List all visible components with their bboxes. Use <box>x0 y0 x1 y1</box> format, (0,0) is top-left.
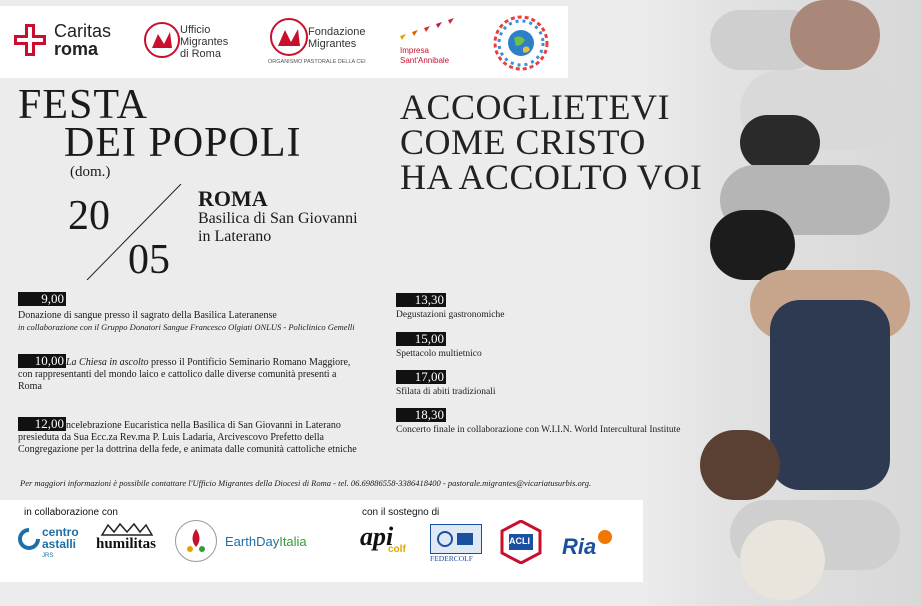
event-title <box>18 82 302 166</box>
event-text: Spettacolo multietnico <box>396 349 482 359</box>
api-colf-text: colf <box>388 544 406 555</box>
event-13-30 <box>396 291 504 321</box>
title-line2: DEI POPOLI <box>64 120 302 166</box>
event-text: ncelebrazione Eucaristica nella Basilica di San Giovanni in Laterano <box>66 420 341 431</box>
fondazione-line1: Fondazione <box>308 26 366 38</box>
event-12 <box>18 417 398 456</box>
venue-place-line2: in Laterano <box>198 228 272 245</box>
support-label: con il sostegno di <box>362 507 440 518</box>
centro-line1: centro <box>42 525 79 539</box>
federcolf-emblem-icon <box>430 524 482 554</box>
event-text: presieduta da Sua Ecc.za Rev.ma P. Luis Ladaria, Arcivescovo Prefetto della <box>18 432 324 443</box>
motto-line3: HA ACCOLTO VOI <box>400 157 703 197</box>
event-lead-text: La Chiesa in ascolto <box>66 357 149 368</box>
donatori-sangue-icon <box>175 520 217 562</box>
impresa-text <box>400 46 449 66</box>
date-day: 20 <box>68 193 110 239</box>
caritas-line1: Caritas <box>54 21 112 41</box>
venue-city: ROMA <box>198 186 268 211</box>
date-weekday: (dom.) <box>70 164 111 180</box>
acli-text: ACLI <box>509 536 530 546</box>
motto-line1: ACCOGLIETEVI <box>400 87 670 127</box>
event-time-badge: 12,00 <box>18 417 66 431</box>
fondazione-sub-text: ORGANISMO PASTORALE DELLA CEI <box>268 59 366 65</box>
fondazione-line2: Migrantes <box>308 38 357 50</box>
partner-logos-band <box>0 6 568 78</box>
globe-people-icon <box>492 14 550 72</box>
fondazione-migrantes-emblem-icon <box>270 18 308 56</box>
event-text: presso il Pontificio Seminario Romano Maggiore, <box>148 357 351 368</box>
humilitas-logo: humilitas <box>96 536 157 552</box>
event-text: Roma <box>18 381 42 392</box>
centro-astalli-icon <box>18 528 40 550</box>
centro-line2: astalli <box>42 537 77 551</box>
earthday-italia-text: Italia <box>279 534 307 549</box>
caritas-line2: roma <box>54 39 99 59</box>
venue-place-line1: Basilica di San Giovanni <box>198 210 358 227</box>
humilitas-crown-icon <box>100 522 154 536</box>
caritas-cross-icon <box>12 22 48 58</box>
photo-head <box>740 520 825 600</box>
event-text: con rappresentanti del mondo laico e cattolico dalle diverse comunità presenti a <box>18 369 337 380</box>
sponsors-footer <box>0 500 643 582</box>
event-text: Congregazione per la dottrina della fede, e animata dalle comunità cattoliche etniche <box>18 444 357 455</box>
ufficio-line3: di Roma <box>180 48 221 60</box>
ufficio-line1: Ufficio <box>180 24 211 36</box>
event-15 <box>396 330 482 360</box>
event-text: Degustazioni gastronomiche <box>396 310 505 320</box>
collaboration-label: in collaborazione con <box>24 507 118 518</box>
contact-info: Per maggiori informazioni è possibile contattare l'Ufficio Migrantes della Diocesi di Roma - tel. 06.69886558-3386418400 - pastorale.migrantes@vicariatusurbis.org. <box>20 478 592 488</box>
federcolf-text: FEDERCOLF <box>430 554 473 563</box>
fondazione-migrantes-text <box>308 26 366 50</box>
title-line1: FESTA <box>18 82 148 128</box>
photo-body <box>770 300 890 490</box>
venue-place <box>198 210 398 246</box>
event-text: Donazione di sangue presso il sagrato della Basilica Lateranense <box>18 310 277 321</box>
event-time-badge: 9,00 <box>18 292 66 306</box>
api-logo: api <box>360 522 394 551</box>
event-9 <box>18 290 398 333</box>
motto-line2: COME CRISTO <box>400 122 646 162</box>
photo-head <box>790 0 880 70</box>
centro-astalli-logo <box>42 526 79 562</box>
motto-text <box>400 87 703 197</box>
photo-head <box>740 115 820 170</box>
event-time-badge: 13,30 <box>396 293 446 307</box>
event-17 <box>396 368 495 398</box>
photo-head <box>700 430 780 500</box>
ufficio-migrantes-text <box>180 24 228 60</box>
event-subtext: in collaborazione con il Gruppo Donatori Sangue Francesco Olgiati ONLUS - Policlinico Gemelli <box>18 322 355 332</box>
event-time-badge: 18,30 <box>396 408 446 422</box>
impresa-line1: Impresa <box>400 46 429 55</box>
ufficio-migrantes-emblem-icon <box>144 22 180 58</box>
event-18-30 <box>396 406 726 436</box>
event-time-badge: 10,00 <box>18 354 66 368</box>
ria-ball-icon <box>598 530 612 544</box>
date-month: 05 <box>128 237 170 283</box>
event-time-badge: 15,00 <box>396 332 446 346</box>
ufficio-line2: Migrantes <box>180 36 229 48</box>
earthday-italia-logo <box>225 534 307 549</box>
impresa-arrows-icon <box>398 18 458 40</box>
event-time-badge: 17,00 <box>396 370 446 384</box>
impresa-line2: Sant'Annibale <box>400 56 450 65</box>
centro-sub: JRS <box>42 553 54 559</box>
caritas-logo-text <box>54 22 111 58</box>
event-text: Concerto finale in collaborazione con W.I.I.N. World Intercultural Institute <box>396 425 681 435</box>
event-text: Sfilata di abiti tradizionali <box>396 387 496 397</box>
ria-logo: Ria <box>562 534 597 559</box>
event-10 <box>18 354 398 393</box>
earthday-text: EarthDay <box>225 534 280 549</box>
